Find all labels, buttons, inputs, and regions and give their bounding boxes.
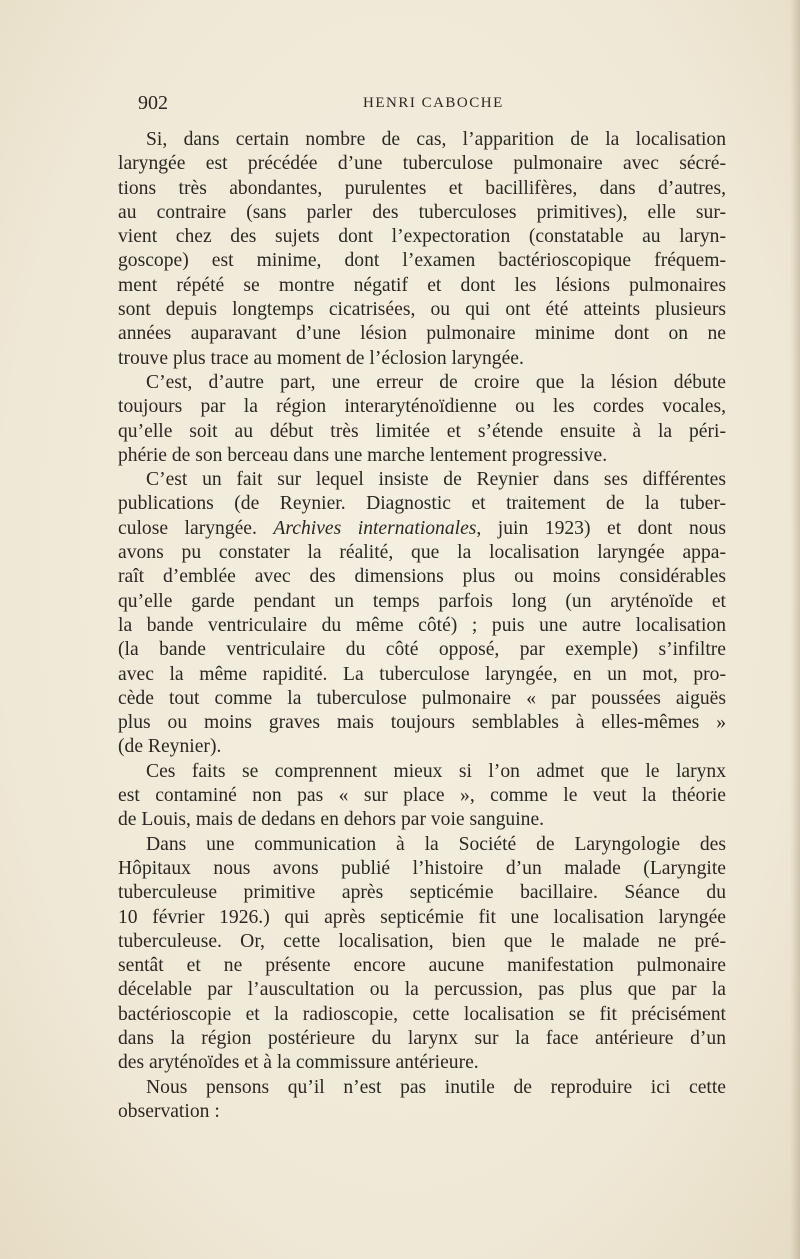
paragraph-1: [118, 128, 726, 371]
text-line: C’est un fait sur lequel insiste de Reynier dans ses différentes: [146, 469, 726, 491]
text-line: C’est, d’autre part, une erreur de croire que la lésion débute: [146, 371, 726, 393]
running-head: HENRI CABOCHE: [363, 95, 504, 111]
text-line: tions très abondantes, purulentes et bacillifères, dans d’autres,: [118, 177, 726, 199]
text-line: vient chez des sujets dont l’expectoration (constatable au laryn-: [118, 226, 726, 248]
text-line: la bande ventriculaire du même côté) ; puis une autre localisation: [118, 614, 726, 636]
text-line: Dans une communication à la Société de Laryngologie des: [146, 833, 726, 855]
text-line: décelable par l’auscultation ou la percussion, pas plus que par la: [118, 979, 726, 1001]
text-line: des aryténoïdes et à la commissure antérieure.: [118, 1052, 479, 1074]
text-line: (de Reynier).: [118, 736, 222, 758]
text-line: tuberculeuse. Or, cette localisation, bien que le malade ne pré-: [118, 930, 726, 952]
text-line: publications (de Reynier. Diagnostic et traitement de la tuber-: [118, 493, 726, 515]
page-header: [138, 92, 658, 116]
text-line: ment répété se montre négatif et dont les lésions pulmonaires: [118, 274, 726, 296]
text-line: Si, dans certain nombre de cas, l’apparition de la localisation: [146, 129, 726, 150]
page-edge-shadow: [790, 0, 800, 1259]
text-line: raît d’emblée avec des dimensions plus ou moins considérables: [118, 566, 726, 588]
text-line: Nous pensons qu’il n’est pas inutile de reproduire ici cette: [146, 1076, 726, 1098]
text-line: Ces faits se comprennent mieux si l’on admet que le larynx: [146, 760, 726, 782]
text-line: plus ou moins graves mais toujours semblables à elles-mêmes »: [118, 712, 726, 734]
text-line: années auparavant d’une lésion pulmonaire minime dont on ne: [118, 323, 726, 345]
paragraph-6: [118, 1076, 726, 1125]
text-line: observation :: [118, 1100, 220, 1122]
page-number: 902: [138, 92, 168, 114]
text-line: sont depuis longtemps cicatrisées, ou qui ont été atteints plusieurs: [118, 299, 726, 321]
text-line: sentât et ne présente encore aucune manifestation pulmonaire: [118, 955, 726, 977]
text-line: laryngée est précédée d’une tuberculose pulmonaire avec sécré-: [118, 153, 726, 175]
text-line: avons pu constater la réalité, que la localisation laryngée appa-: [118, 542, 726, 564]
text-line: Hôpitaux nous avons publié l’histoire d’un malade (Laryngite: [118, 857, 726, 879]
journal-title: Archives internationales: [273, 517, 477, 539]
text-line: bactérioscopie et la radioscopie, cette localisation se fit précisément: [118, 1003, 726, 1025]
text-line: avec la même rapidité. La tuberculose laryngée, en un mot, pro-: [118, 663, 726, 685]
text-line: cède tout comme la tuberculose pulmonaire « par poussées aiguës: [118, 687, 726, 709]
text-line: tuberculeuse primitive après septicémie bacillaire. Séance du: [118, 882, 726, 904]
text-line-with-citation: [118, 517, 726, 541]
text-line: qu’elle soit au début très limitée et s’étende ensuite à la péri-: [118, 420, 726, 442]
paragraph-4: [118, 760, 726, 833]
paragraph-5: [118, 833, 726, 1076]
text-line: toujours par la région interaryténoïdienne ou les cordes vocales,: [118, 396, 726, 418]
text-line: goscope) est minime, dont l’examen bactérioscopique fréquem-: [118, 250, 726, 272]
text-line: dans la région postérieure du larynx sur la face antérieure d’un: [118, 1027, 726, 1049]
body-text: [118, 128, 726, 1124]
text-line: de Louis, mais de dedans en dehors par voie sanguine.: [118, 809, 545, 831]
text-line: (la bande ventriculaire du côté opposé, par exemple) s’infiltre: [118, 639, 726, 661]
text-line: au contraire (sans parler des tuberculoses primitives), elle sur-: [118, 201, 726, 223]
text-fragment: culose laryngée.: [118, 517, 274, 539]
text-line: 10 février 1926.) qui après septicémie fit une localisation laryngée: [118, 906, 726, 928]
paragraph-3: [118, 468, 726, 760]
paragraph-2: [118, 371, 726, 468]
text-line: phérie de son berceau dans une marche lentement progressive.: [118, 444, 608, 466]
text-line: est contaminé non pas « sur place », comme le veut la théorie: [118, 785, 726, 807]
text-line: trouve plus trace au moment de l’éclosion laryngée.: [118, 347, 524, 369]
text-line: qu’elle garde pendant un temps parfois long (un aryténoïde et: [118, 590, 726, 612]
text-fragment: , juin 1923) et dont nous: [476, 517, 727, 539]
